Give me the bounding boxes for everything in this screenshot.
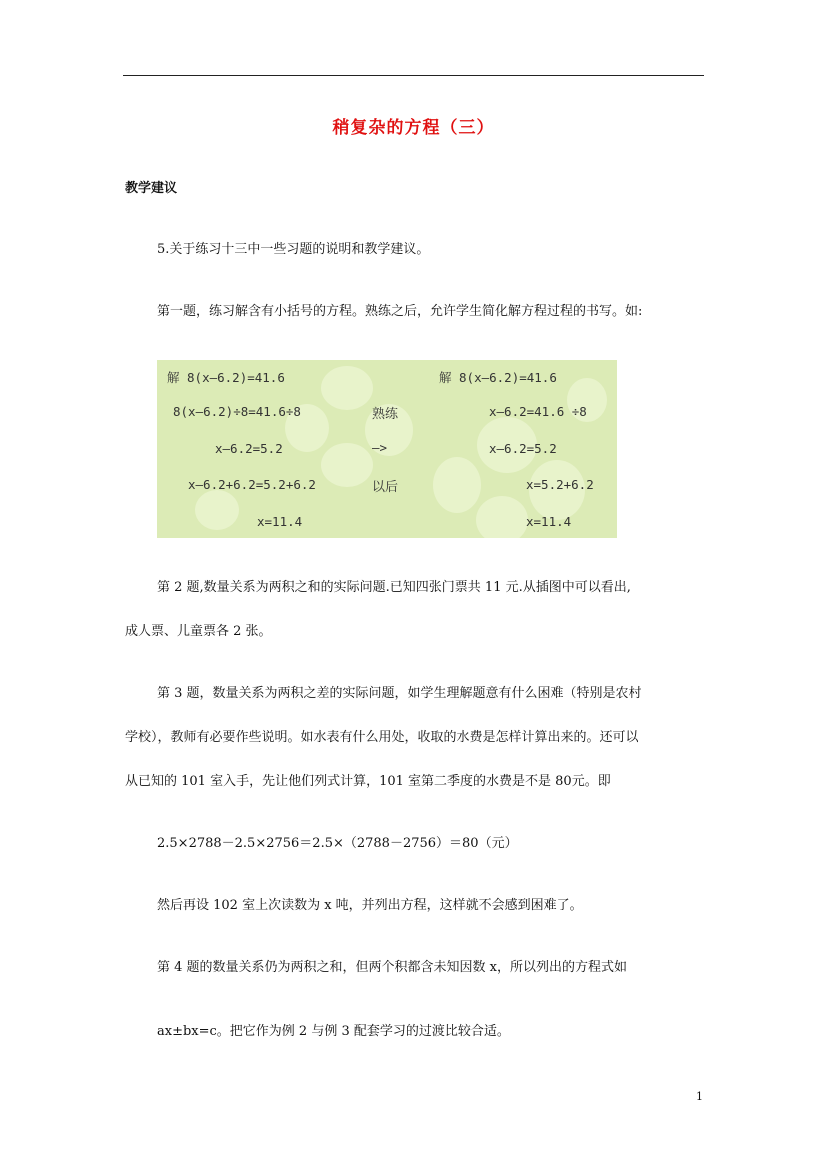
paragraph-problem-2-line-1: 第 2 题,数量关系为两积之和的实际问题.已知四张门票共 11 元.从插图中可以看出, — [157, 580, 631, 595]
right-step-1: 解 8(x—6.2)=41.6 — [439, 370, 557, 385]
document-title: 稍复杂的方程（三） — [332, 118, 495, 138]
section-heading: 教学建议 — [125, 181, 178, 196]
paragraph-problem-4: 第 4 题的数量关系仍为两积之和，但两个积都含未知因数 x，所以列出的方程式如 — [157, 960, 627, 975]
paragraph-intro: 5.关于练习十三中一些习题的说明和教学建议。 — [157, 242, 430, 257]
formula-water-fee: 2.5×2788－2.5×2756＝2.5×（2788－2756）＝80（元） — [157, 836, 518, 851]
paragraph-equation-form: ax±bx=c。把它作为例 2 与例 3 配套学习的过渡比较合适。 — [157, 1024, 510, 1039]
paragraph-then: 然后再设 102 室上次读数为 x 吨，并列出方程，这样就不会感到困难了。 — [157, 898, 583, 913]
right-step-2: x—6.2=41.6 ÷8 — [489, 404, 587, 419]
page-number: 1 — [696, 1090, 703, 1103]
left-step-3: x—6.2=5.2 — [215, 441, 283, 456]
paragraph-problem-2-line-2: 成人票、儿童票各 2 张。 — [125, 624, 272, 639]
right-step-3: x—6.2=5.2 — [489, 441, 557, 456]
paragraph-problem-3-line-1: 第 3 题，数量关系为两积之差的实际问题，如学生理解题意有什么困难（特别是农村 — [157, 686, 642, 701]
left-step-1: 解 8(x—6.2)=41.6 — [167, 370, 285, 385]
solution-panel — [157, 360, 617, 538]
left-step-5: x=11.4 — [257, 514, 303, 529]
middle-label-proficient: 熟练 — [372, 407, 399, 422]
right-step-4: x=5.2+6.2 — [526, 477, 594, 492]
right-step-5: x=11.4 — [526, 514, 572, 529]
left-step-4: x—6.2+6.2=5.2+6.2 — [188, 477, 316, 492]
paragraph-problem-1: 第一题，练习解含有小括号的方程。熟练之后，允许学生简化解方程过程的书写。如: — [157, 304, 643, 319]
paragraph-problem-3-line-2: 学校），教师有必要作些说明。如水表有什么用处，收取的水费是怎样计算出来的。还可以 — [125, 730, 639, 745]
header-rule — [123, 75, 704, 76]
paragraph-problem-3-line-3: 从已知的 101 室入手，先让他们列式计算，101 室第二季度的水费是不是 80元。即 — [125, 774, 611, 789]
left-step-2: 8(x—6.2)÷8=41.6÷8 — [173, 404, 301, 419]
middle-label-afterwards: 以后 — [372, 480, 399, 495]
middle-arrow: —> — [372, 440, 388, 455]
